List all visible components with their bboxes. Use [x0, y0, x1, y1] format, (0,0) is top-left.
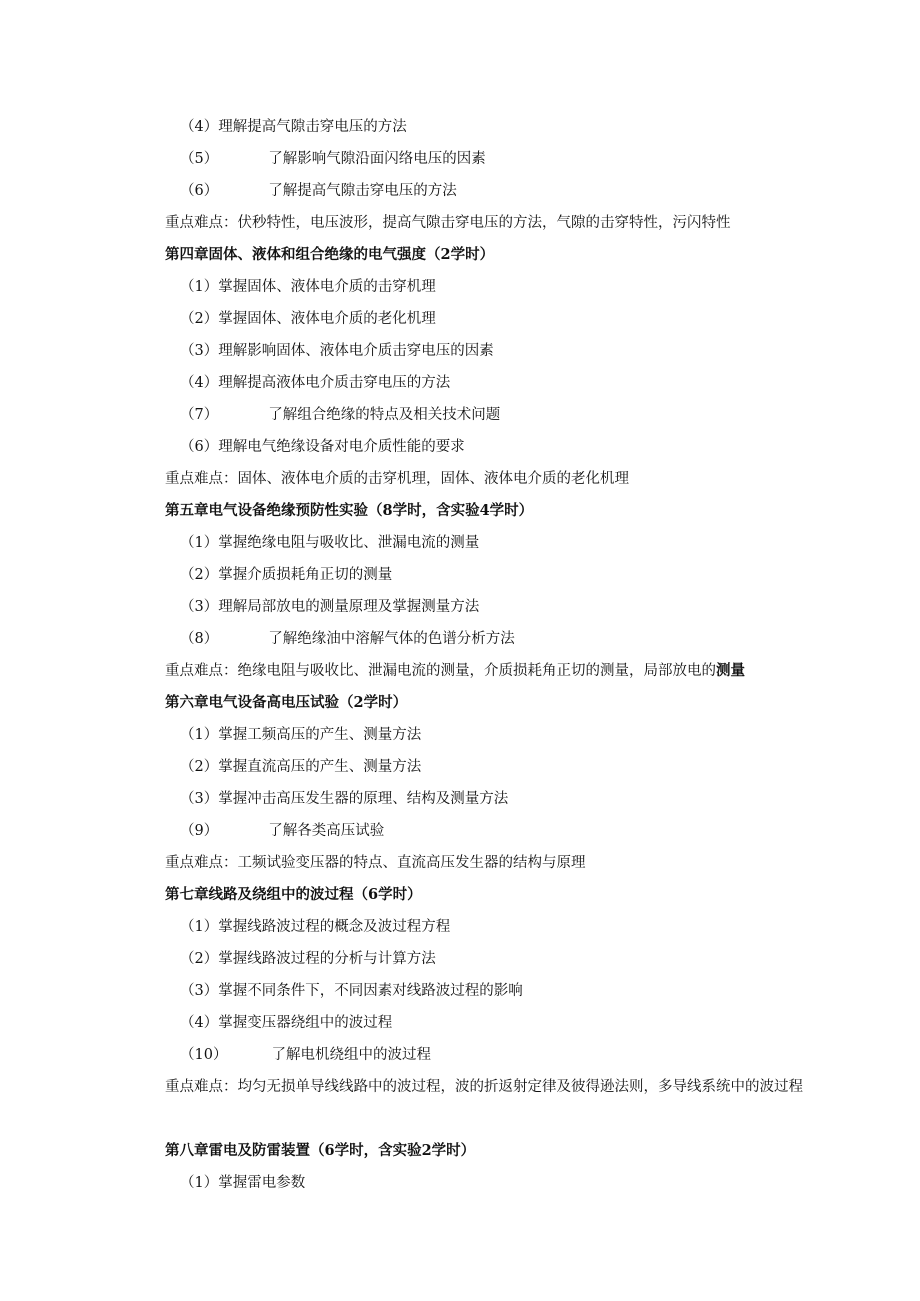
item-number: （5）: [180, 151, 219, 167]
chapter-title: 第六章电气设备高电压试验: [165, 694, 339, 711]
item-number: （1）: [180, 727, 219, 743]
item-text: 掌握不同条件下，不同因素对线路波过程的影响: [218, 983, 523, 999]
list-item: [180, 117, 407, 137]
list-item: [180, 789, 508, 809]
item-text: 掌握变压器绕组中的波过程: [218, 1015, 393, 1031]
item-text: 理解电气绝缘设备对电介质性能的要求: [218, 439, 465, 455]
item-text: 理解提高气隙击穿电压的方法: [218, 119, 407, 135]
chapter-heading: [165, 885, 422, 905]
key-points: 重点难点：工频试验变压器的特点、直流高压发生器的结构与原理: [165, 855, 586, 871]
item-number: （1）: [180, 1175, 219, 1191]
item-number: （4）: [180, 119, 219, 135]
item-text: 了解组合绝缘的特点及相关技术问题: [268, 407, 501, 423]
key-points-bold: 测量: [716, 662, 745, 679]
item-text: 掌握介质损耗角正切的测量: [218, 567, 393, 583]
item-text: 了解各类高压试验: [268, 823, 385, 839]
item-text: 理解提高液体电介质击穿电压的方法: [218, 375, 451, 391]
chapter-title: 第八章雷电及防雷装置: [165, 1142, 310, 1159]
item-number: （2）: [180, 311, 219, 327]
chapter-title: 第四章固体、液体和组合绝缘的电气强度: [165, 246, 426, 263]
list-item: [180, 277, 436, 297]
item-text: 掌握冲击高压发生器的原理、结构及测量方法: [218, 791, 509, 807]
item-number: （1）: [180, 279, 219, 295]
list-item: [180, 309, 436, 329]
item-text: 了解影响气隙沿面闪络电压的因素: [268, 151, 486, 167]
list-item: [180, 725, 421, 745]
key-points: 重点难点：固体、液体电介质的击穿机理，固体、液体电介质的老化机理: [165, 471, 629, 487]
item-text: 掌握线路波过程的概念及波过程方程: [218, 919, 451, 935]
list-item: [180, 629, 515, 649]
item-text: 了解绝缘油中溶解气体的色谱分析方法: [268, 631, 515, 647]
item-number: （2）: [180, 951, 219, 967]
chapter-hours: （6学时，含实验2学时）: [310, 1142, 476, 1159]
list-item: [180, 565, 392, 585]
key-points-text: 重点难点：绝缘电阻与吸收比、泄漏电流的测量，介质损耗角正切的测量，局部放电的: [165, 663, 716, 679]
item-text: 掌握工频高压的产生、测量方法: [218, 727, 422, 743]
list-item: [180, 533, 479, 553]
item-number: （2）: [180, 567, 219, 583]
chapter-hours: （2学时）: [426, 246, 495, 263]
list-item: [180, 373, 450, 393]
list-item: [180, 1013, 392, 1033]
chapter-title: 第七章线路及绕组中的波过程: [165, 886, 354, 903]
item-number: （7）: [180, 407, 219, 423]
list-item: [180, 597, 479, 617]
list-item: [180, 757, 421, 777]
chapter-heading: [165, 1141, 475, 1161]
item-number: （8）: [180, 631, 219, 647]
key-points: [165, 661, 745, 681]
item-number: （1）: [180, 919, 219, 935]
chapter-title: 第五章电气设备绝缘预防性实验: [165, 502, 368, 519]
list-item: [180, 149, 486, 169]
chapter-heading: [165, 501, 533, 521]
key-points: 重点难点：均匀无损单导线线路中的波过程，波的折返射定律及彼得逊法则，多导线系统中的波过程: [165, 1079, 803, 1095]
item-number: （6）: [180, 439, 219, 455]
item-number: （3）: [180, 791, 219, 807]
list-item: [180, 981, 523, 1001]
list-item: [180, 1045, 431, 1065]
key-points: 重点难点：伏秒特性，电压波形，提高气隙击穿电压的方法，气隙的击穿特性，污闪特性: [165, 215, 731, 231]
item-number: （4）: [180, 375, 219, 391]
item-number: （4）: [180, 1015, 219, 1031]
chapter-heading: [165, 693, 407, 713]
item-number: （1）: [180, 535, 219, 551]
item-text: 了解电机绕组中的波过程: [271, 1047, 431, 1063]
item-text: 掌握绝缘电阻与吸收比、泄漏电流的测量: [218, 535, 480, 551]
item-text: 掌握固体、液体电介质的击穿机理: [218, 279, 436, 295]
item-number: （3）: [180, 343, 219, 359]
item-text: 掌握雷电参数: [218, 1175, 306, 1191]
item-number: （6）: [180, 183, 219, 199]
item-text: 理解局部放电的测量原理及掌握测量方法: [218, 599, 480, 615]
item-number: （10）: [180, 1047, 228, 1063]
list-item: [180, 821, 384, 841]
item-number: （3）: [180, 983, 219, 999]
item-number: （9）: [180, 823, 219, 839]
list-item: [180, 1173, 305, 1193]
list-item: [180, 437, 465, 457]
chapter-hours: （6学时）: [353, 886, 422, 903]
list-item: [180, 181, 457, 201]
chapter-hours: （8学时，含实验4学时）: [368, 502, 534, 519]
chapter-hours: （2学时）: [339, 694, 408, 711]
item-number: （3）: [180, 599, 219, 615]
item-text: 掌握线路波过程的分析与计算方法: [218, 951, 436, 967]
item-text: 掌握直流高压的产生、测量方法: [218, 759, 422, 775]
chapter-heading: [165, 245, 494, 265]
list-item: [180, 341, 494, 361]
list-item: [180, 405, 500, 425]
item-text: 理解影响固体、液体电介质击穿电压的因素: [218, 343, 494, 359]
item-text: 掌握固体、液体电介质的老化机理: [218, 311, 436, 327]
list-item: [180, 949, 436, 969]
item-number: （2）: [180, 759, 219, 775]
list-item: [180, 917, 450, 937]
item-text: 了解提高气隙击穿电压的方法: [268, 183, 457, 199]
